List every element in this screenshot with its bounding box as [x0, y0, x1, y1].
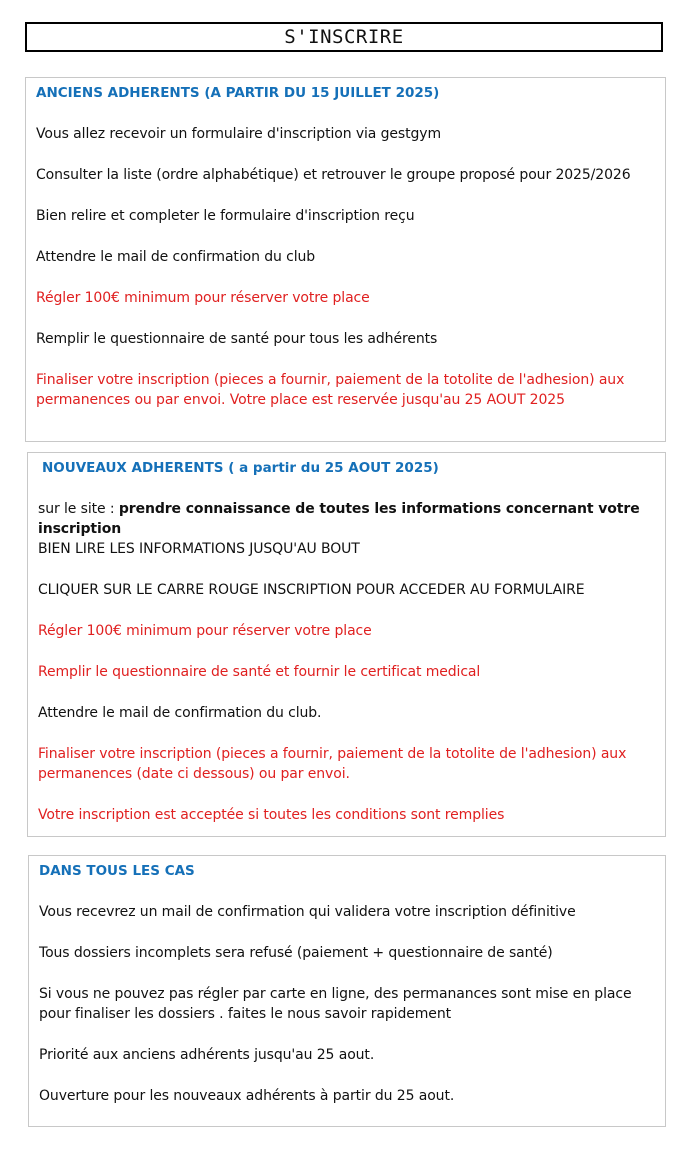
section-anciens-adherents: [25, 77, 666, 442]
site-instruction-bold: prendre connaissance de toutes les informations concernant votre inscription: [38, 501, 640, 537]
list-item: Remplir le questionnaire de santé pour tous les adhérents: [36, 331, 438, 347]
list-item: CLIQUER SUR LE CARRE ROUGE INSCRIPTION POUR ACCEDER AU FORMULAIRE: [38, 582, 585, 598]
list-item: Régler 100€ minimum pour réserver votre place: [38, 623, 372, 639]
site-prefix: sur le site :: [38, 501, 115, 517]
page-title-box: [25, 22, 663, 52]
list-item: Finaliser votre inscription (pieces a fournir, paiement de la totolite de l'adhesion) aux permanences ou par envoi. Votre place est reservée jusqu'au 25 AOUT 2025: [36, 372, 625, 408]
section-heading: NOUVEAUX ADHERENTS ( a partir du 25 AOUT 2025): [42, 460, 439, 476]
list-item: Attendre le mail de confirmation du club.: [38, 705, 322, 721]
list-item: Votre inscription est acceptée si toutes les conditions sont remplies: [38, 807, 505, 823]
site-instruction: [38, 499, 655, 539]
section-heading: ANCIENS ADHERENTS (A PARTIR DU 15 JUILLET 2025): [36, 85, 440, 101]
list-item: Remplir le questionnaire de santé et fournir le certificat medical: [38, 664, 481, 680]
list-item: Bien relire et completer le formulaire d'inscription reçu: [36, 208, 415, 224]
list-item: Si vous ne pouvez pas régler par carte en ligne, des permanances sont mise en place pour finaliser les dossiers . faites le nous savoir rapidement: [39, 986, 632, 1022]
list-item: Priorité aux anciens adhérents jusqu'au 25 aout.: [39, 1047, 375, 1063]
section-dans-tous-les-cas: [28, 855, 666, 1127]
list-item: Consulter la liste (ordre alphabétique) et retrouver le groupe proposé pour 2025/2026: [36, 167, 631, 183]
list-item: Ouverture pour les nouveaux adhérents à partir du 25 aout.: [39, 1088, 455, 1104]
list-item: BIEN LIRE LES INFORMATIONS JUSQU'AU BOUT: [38, 541, 360, 557]
list-item: Finaliser votre inscription (pieces a fournir, paiement de la totolite de l'adhesion) aux permanences (date ci dessous) ou par envoi.: [38, 746, 627, 782]
list-item: Attendre le mail de confirmation du club: [36, 249, 316, 265]
list-item: Tous dossiers incomplets sera refusé (paiement + questionnaire de santé): [39, 945, 553, 961]
section-nouveaux-adherents: [27, 452, 666, 837]
section-heading: DANS TOUS LES CAS: [39, 863, 195, 879]
list-item: Régler 100€ minimum pour réserver votre place: [36, 290, 370, 306]
page-title: S'INSCRIRE: [284, 26, 404, 48]
list-item: Vous recevrez un mail de confirmation qui validera votre inscription définitive: [39, 904, 576, 920]
list-item: Vous allez recevoir un formulaire d'inscription via gestgym: [36, 126, 442, 142]
